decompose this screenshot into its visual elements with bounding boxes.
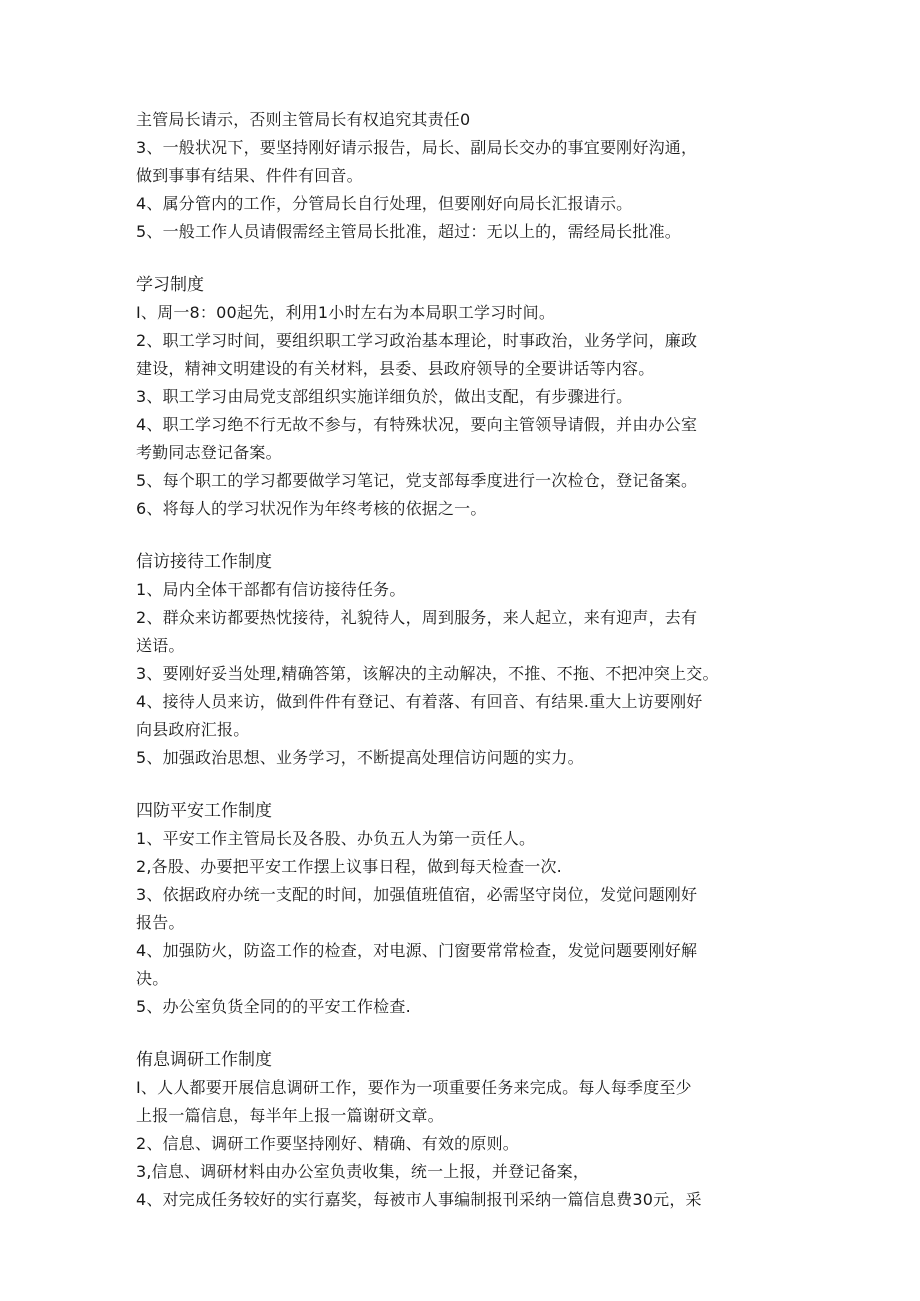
section-line: 报告。 xyxy=(136,913,185,932)
section-line: 上报一篇信息，每半年上报一篇谢研文章。 xyxy=(136,1106,444,1125)
section-line: 6、将每人的学习状况作为年终考核的依据之一。 xyxy=(136,499,487,518)
section-line: I、周一8：00起先，利用1小时左右为本局职工学习时间。 xyxy=(136,303,556,322)
section-line: 4、职工学习绝不行无故不参与，有特殊状况，要向主管领导请假，并由办公室 xyxy=(136,415,698,434)
section-line: 4、接待人员来访，做到件件有登记、有着落、有回音、有结果.重大上访要刚好 xyxy=(136,692,703,711)
section-line: 3、要刚好妥当处理,精确答第，该解决的主动解决，不推、不拖、不把冲突上交。 xyxy=(136,664,719,683)
section-study-system xyxy=(136,271,796,523)
section-petition-reception xyxy=(136,548,796,772)
section-line: 3、职工学习由局党支部组织实施详细负於，做出支配，有步骤进行。 xyxy=(136,387,633,406)
section-line: 5、办公室负货全同的的平安工作检查. xyxy=(136,997,411,1016)
section-heading: 信访接待工作制度 xyxy=(136,552,272,572)
section-heading: 侑息调研工作制度 xyxy=(136,1050,272,1070)
section-line: 5、加强政治思想、业务学习，不断提高处理信访问题的实力。 xyxy=(136,748,584,767)
section-four-prevention-safety xyxy=(136,797,796,1021)
intro-line: 3、一般状况下，要坚持刚好请示报告，局长、副局长交办的事宜要刚好沟通， xyxy=(136,138,698,157)
section-line: 2,各股、办要把平安工作摆上议事日程，做到每天检查一次. xyxy=(136,857,562,876)
section-line: 2、职工学习时间，要组织职工学习政治基本理论，时事政治，业务学问，廉政 xyxy=(136,331,698,350)
section-line: 2、群众来访都要热忱接待，礼貌待人，周到服务，来人起立，来有迎声，去有 xyxy=(136,608,698,627)
section-line: 建设，精神文明建设的有关材料，县委、县政府领导的全要讲话等内容。 xyxy=(136,359,655,378)
intro-line: 5、一般工作人员请假需经主管局长批准，超过：无以上的，需经局长批准。 xyxy=(136,222,681,241)
intro-line: 主管局长请示，否则主管局长有权追究其责任0 xyxy=(136,110,471,129)
section-line: 决。 xyxy=(136,969,169,988)
section-line: 2、信息、调研工作要坚持刚好、精确、有效的原则。 xyxy=(136,1134,519,1153)
intro-line: 4、属分管内的工作，分管局长自行处理，但要刚好向局长汇报请示。 xyxy=(136,194,633,213)
section-line: I、人人都要开展信息调研工作，要作为一项重要任务来完成。每人每季度至少 xyxy=(136,1078,692,1097)
section-line: 送语。 xyxy=(136,636,185,655)
section-line: 3,信息、调研材料由办公室负责收集，统一上报，并登记备案， xyxy=(136,1162,590,1181)
section-line: 3、依据政府办统一支配的时间，加强值班值宿，必需坚守岗位，发觉问题刚好 xyxy=(136,885,698,904)
section-line: 1、平安工作主管局长及各股、办负五人为第一贡任人。 xyxy=(136,829,536,848)
intro-line: 做到事事有结果、件件有回音。 xyxy=(136,166,363,185)
section-line: 4、对完成任务较好的实行嘉奖，每被市人事编制报刊采纳一篇信息费30元，采 xyxy=(136,1190,702,1209)
section-line: 1、局内全体干部都有信访接待任务。 xyxy=(136,580,406,599)
section-heading: 四防平安工作制度 xyxy=(136,801,272,821)
section-line: 向县政府汇报。 xyxy=(136,720,250,739)
section-line: 考勤同志登记备案。 xyxy=(136,443,282,462)
section-heading: 学习制度 xyxy=(136,275,204,295)
intro-block xyxy=(136,106,796,246)
section-line: 4、加强防火，防盗工作的检查，对电源、门窗要常常检查，发觉问题要刚好解 xyxy=(136,941,698,960)
document-page xyxy=(136,106,796,1214)
section-information-research xyxy=(136,1046,796,1214)
section-line: 5、每个职工的学习都要做学习笔记，党支部每季度进行一次检仓，登记备案。 xyxy=(136,471,698,490)
